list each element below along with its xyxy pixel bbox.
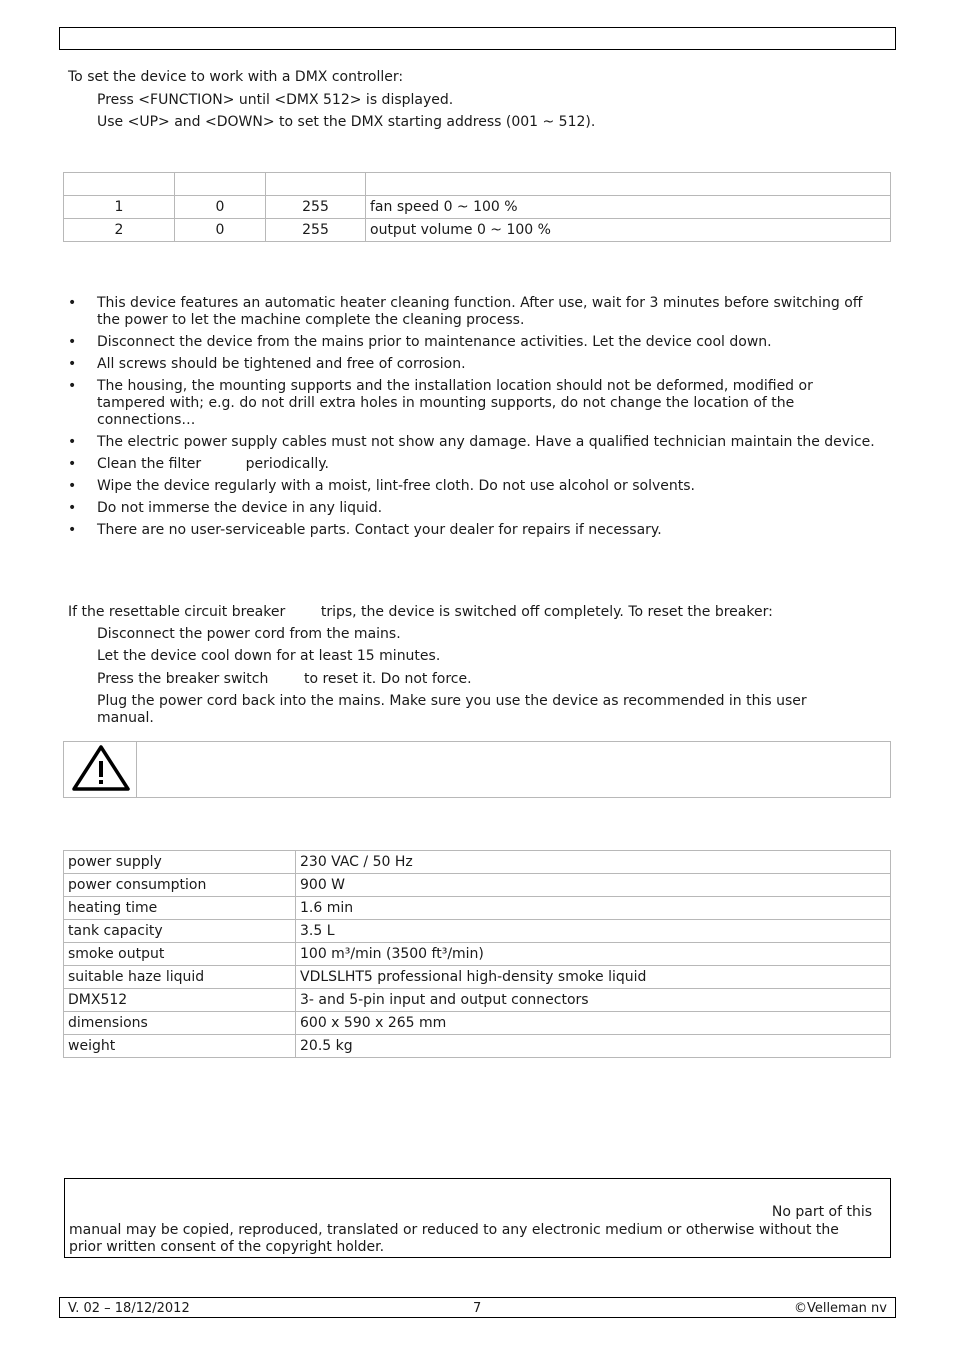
specifications-table [63,850,891,1058]
warning-box [63,741,891,798]
table-row [64,196,891,219]
spec-value: VDLSLHT5 professional high-density smoke liquid [296,966,891,989]
list-item: • Clean the filter periodically. [68,456,329,472]
maintenance-list [68,295,878,544]
footer-company: ©Velleman nv [793,1301,887,1316]
table-row [64,219,891,242]
dmx-max-cell: 255 [266,219,366,242]
spec-label: power consumption [64,874,296,897]
spec-value: 100 m³/min (3500 ft³/min) [296,943,891,966]
table-row [64,1012,891,1035]
dmx-channel-table [63,172,891,242]
breaker-step-3: Press the breaker switch to reset it. Do not force. [97,671,472,687]
spec-label: suitable haze liquid [64,966,296,989]
bullet-icon: • [68,478,77,494]
spec-value: 1.6 min [296,897,891,920]
dmx-intro-text: To set the device to work with a DMX controller: [68,69,404,85]
dmx-min-cell: 0 [175,219,266,242]
spec-value: 230 VAC / 50 Hz [296,851,891,874]
spec-value: 20.5 kg [296,1035,891,1058]
copyright-box [64,1178,891,1258]
list-item: • Do not immerse the device in any liquid. [68,500,383,516]
bullet-icon: • [68,456,77,472]
breaker-step-1: Disconnect the power cord from the mains. [97,626,401,642]
table-row [64,874,891,897]
spec-value: 3.5 L [296,920,891,943]
dmx-channel-cell: 2 [64,219,175,242]
spec-value: 600 x 590 x 265 mm [296,1012,891,1035]
bullet-icon: • [68,434,77,450]
bullet-icon: • [68,378,77,394]
page-header-box [59,27,896,50]
list-item: • Wipe the device regularly with a moist, lint-free cloth. Do not use alcohol or solvents. [68,478,695,494]
spec-value: 3- and 5-pin input and output connectors [296,989,891,1012]
dmx-function-cell: output volume 0 ~ 100 % [366,219,891,242]
spec-label: smoke output [64,943,296,966]
dmx-channel-cell: 1 [64,196,175,219]
table-row [64,966,891,989]
bullet-icon: • [68,522,77,538]
breaker-step-2: Let the device cool down for at least 15 minutes. [97,648,441,664]
spec-label: tank capacity [64,920,296,943]
page-footer [59,1297,896,1318]
list-item: • All screws should be tightened and free of corrosion. [68,356,466,372]
footer-page-number: 7 [473,1301,482,1316]
table-row [64,897,891,920]
table-row [64,943,891,966]
footer-version: V. 02 – 18/12/2012 [68,1301,190,1316]
dmx-step-1: Press <FUNCTION> until <DMX 512> is displayed. [97,92,454,108]
table-row [64,989,891,1012]
breaker-intro-text: If the resettable circuit breaker trips, the device is switched off completely. To reset the breaker: [68,604,773,620]
spec-label: heating time [64,897,296,920]
dmx-min-cell: 0 [175,196,266,219]
bullet-icon: • [68,500,77,516]
dmx-max-cell: 255 [266,196,366,219]
spec-label: power supply [64,851,296,874]
list-item: • The electric power supply cables must not show any damage. Have a qualified technician maintain the device. [68,434,875,450]
spec-label: dimensions [64,1012,296,1035]
list-item: • This device features an automatic heater cleaning function. After use, wait for 3 minutes before switching off the power to let the machine complete the cleaning process. [68,295,863,328]
spec-label: DMX512 [64,989,296,1012]
spec-label: weight [64,1035,296,1058]
table-row [64,1035,891,1058]
copyright-line-2: manual may be copied, reproduced, translated or reduced to any electronic medium or otherwise without the [69,1222,839,1238]
spec-value: 900 W [296,874,891,897]
warning-triangle-icon [64,742,137,797]
bullet-icon: • [68,334,77,350]
breaker-step-4: Plug the power cord back into the mains. Make sure you use the device as recommended in this user manual. [97,693,807,726]
table-row [64,920,891,943]
copyright-line-3: prior written consent of the copyright holder. [69,1239,385,1255]
table-row [64,851,891,874]
list-item: • Disconnect the device from the mains prior to maintenance activities. Let the device cool down. [68,334,772,350]
dmx-function-cell: fan speed 0 ~ 100 % [366,196,891,219]
copyright-line-1: No part of this [771,1204,872,1220]
list-item: • There are no user-serviceable parts. Contact your dealer for repairs if necessary. [68,522,662,538]
bullet-icon: • [68,295,77,311]
dmx-step-2: Use <UP> and <DOWN> to set the DMX starting address (001 ~ 512). [97,114,596,130]
bullet-icon: • [68,356,77,372]
list-item: • The housing, the mounting supports and the installation location should not be deformed, modified or tampered with; e.g. do not drill extra holes in mounting supports, do not change the location of the connections… [68,378,813,428]
table-header-row [64,173,891,196]
